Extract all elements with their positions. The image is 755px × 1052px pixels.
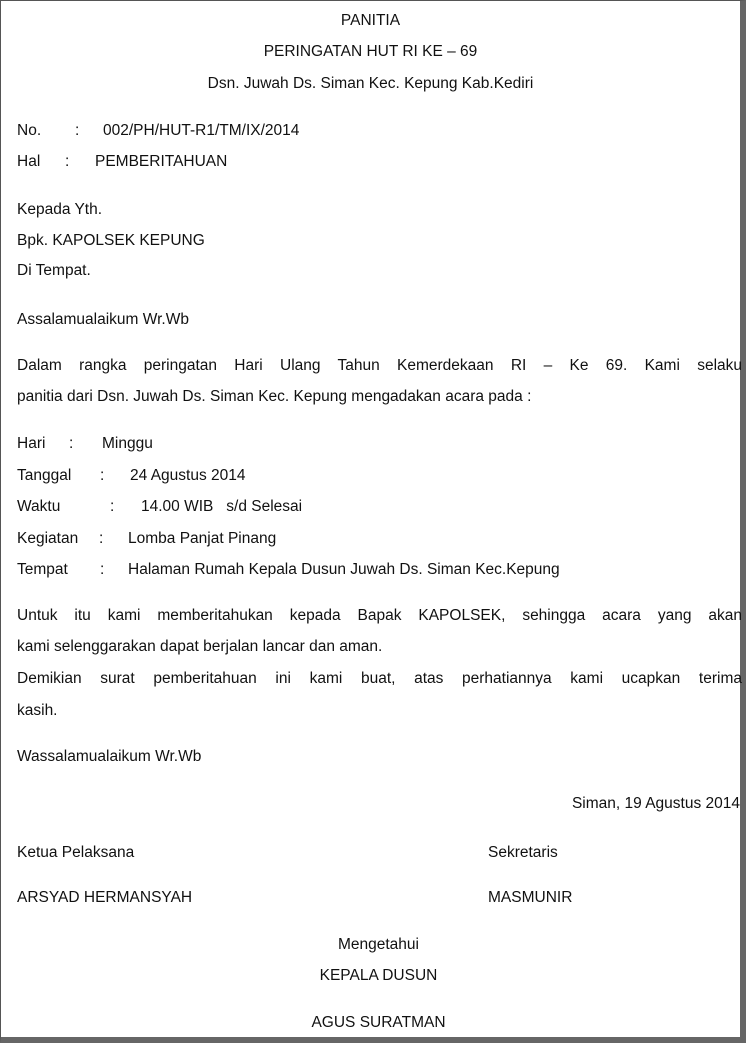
event-label: Waktu: [17, 498, 61, 515]
event-value: Halaman Rumah Kepala Dusun Juwah Ds. Siman Kec.Kepung: [128, 561, 560, 578]
signature-right-name: MASMUNIR: [488, 889, 573, 906]
event-colon: :: [110, 498, 115, 515]
body-paragraph-2-line-2: kasih.: [17, 702, 58, 719]
event-value: 14.00 WIB s/d Selesai: [141, 498, 303, 515]
event-row-day: [17, 434, 153, 454]
event-row-date: [17, 466, 246, 486]
signature-left-title: Ketua Pelaksana: [17, 844, 135, 861]
event-label: Hari: [17, 435, 46, 452]
letter-subject-row: [17, 152, 227, 172]
recipient-salutation: Kepada Yth.: [17, 201, 103, 218]
event-row-activity: [17, 529, 276, 549]
event-label: Tanggal: [17, 467, 72, 484]
event-value: Minggu: [102, 435, 153, 452]
letter-subject-label: Hal: [17, 153, 41, 170]
recipient-location: Di Tempat.: [17, 262, 91, 279]
letter-subject-colon: :: [65, 153, 70, 170]
letter-number-label: No.: [17, 122, 42, 139]
event-colon: :: [100, 467, 105, 484]
header-event-title: PERINGATAN HUT RI KE – 69: [263, 43, 478, 60]
signature-right-title: Sekretaris: [488, 844, 558, 861]
opening-greeting: Assalamualaikum Wr.Wb: [17, 311, 189, 328]
place-and-date: [1, 794, 740, 814]
signature-left-name: ARSYAD HERMANSYAH: [17, 889, 193, 906]
place-date-text: Siman, 19 Agustus 2014: [571, 795, 740, 812]
event-value: Lomba Panjat Pinang: [128, 530, 277, 547]
body-paragraph-2-line-1: Demikian surat pemberitahuan ini kami buat, atas perhatiannya kami ucapkan terima: [17, 670, 742, 687]
closing-greeting: Wassalamualaikum Wr.Wb: [17, 748, 202, 765]
recipient-name: Bpk. KAPOLSEK KEPUNG: [17, 232, 205, 249]
village-head-name: AGUS SURATMAN: [311, 1014, 446, 1031]
intro-line-2: panitia dari Dsn. Juwah Ds. Siman Kec. Kepung mengadakan acara pada :: [17, 388, 532, 405]
event-row-time: [17, 497, 302, 517]
event-colon: :: [100, 561, 105, 578]
letter-number-colon: :: [75, 122, 80, 139]
acknowledged-label: Mengetahui: [337, 936, 419, 953]
header-address: Dsn. Juwah Ds. Siman Kec. Kepung Kab.Kediri: [207, 75, 534, 92]
letter-number-row: [17, 121, 299, 141]
letter-subject-value: PEMBERITAHUAN: [95, 153, 228, 170]
intro-line-1: Dalam rangka peringatan Hari Ulang Tahun Kemerdekaan RI – Ke 69. Kami selaku: [17, 357, 742, 374]
event-value: 24 Agustus 2014: [130, 467, 246, 484]
body-paragraph-1-line-1: Untuk itu kami memberitahukan kepada Bapak KAPOLSEK, sehingga acara yang akan: [17, 607, 742, 624]
event-label: Tempat: [17, 561, 68, 578]
letter-number-value: 002/PH/HUT-R1/TM/IX/2014: [103, 122, 300, 139]
event-colon: :: [69, 435, 74, 452]
body-paragraph-1-line-2: kami selenggarakan dapat berjalan lancar dan aman.: [17, 638, 383, 655]
event-colon: :: [99, 530, 104, 547]
event-label: Kegiatan: [17, 530, 79, 547]
village-head-title: KEPALA DUSUN: [319, 967, 438, 984]
event-row-place: [17, 560, 560, 580]
header-committee: PANITIA: [340, 12, 401, 29]
